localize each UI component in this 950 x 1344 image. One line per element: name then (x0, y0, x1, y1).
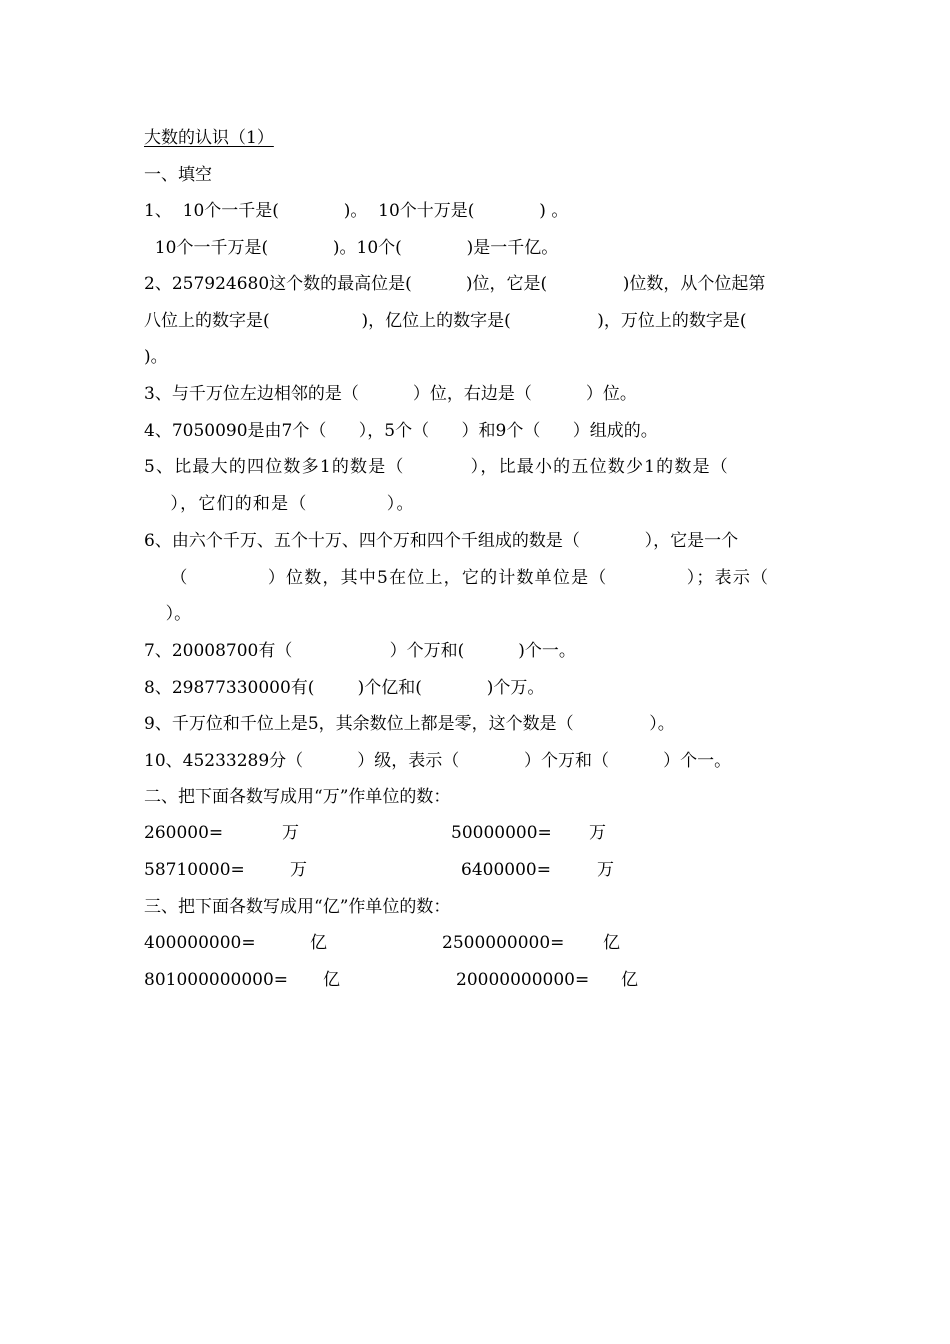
conversion-unit: 亿 (621, 970, 638, 990)
conversion-unit: 万 (290, 860, 307, 880)
question-4: 4、7050090是由7个（ ），5个（ ）和9个（ ）组成的。 (144, 421, 658, 441)
question-6c: ）。 (144, 604, 192, 624)
question-3: 3、与千万位左边相邻的是（ ）位，右边是（ ）位。 (144, 384, 637, 404)
conversion-unit: 万 (597, 860, 614, 880)
question-2a: 2、257924680这个数的最高位是( )位，它是( )位数，从个位起第 (144, 274, 766, 294)
question-2c: )。 (144, 347, 168, 367)
question-6a: 6、由六个千万、五个十万、四个万和四个千组成的数是（ ），它是一个 (144, 531, 739, 551)
conversion-number: 2500000000= (442, 933, 565, 953)
conversion-number: 400000000= (144, 933, 256, 953)
conversion-number: 801000000000= (144, 970, 289, 990)
conversion-number: 6400000= (461, 860, 551, 880)
conversion-number: 260000= (144, 823, 224, 843)
section-3-heading: 三、把下面各数写成用“亿”作单位的数： (144, 897, 451, 917)
question-6b: （ ）位数，其中5在位上，它的计数单位是（ ）；表示（ (144, 568, 770, 588)
conversion-number: 50000000= (451, 823, 552, 843)
question-2b: 八位上的数字是( )，亿位上的数字是( )，万位上的数字是( (144, 311, 747, 331)
conversion-unit: 亿 (323, 970, 340, 990)
conversion-number: 58710000= (144, 860, 245, 880)
question-5a: 5、比最大的四位数多1的数是（ ），比最小的五位数少1的数是（ (144, 457, 729, 477)
section-1-heading: 一、填空 (144, 165, 212, 185)
page-title: 大数的认识（1） (144, 128, 274, 148)
section-2-heading: 二、把下面各数写成用“万”作单位的数： (144, 787, 451, 807)
conversion-unit: 万 (589, 823, 606, 843)
conversion-unit: 亿 (603, 933, 620, 953)
question-9: 9、千万位和千位上是5，其余数位上都是零，这个数是（ ）。 (144, 714, 675, 734)
question-7: 7、20008700有（ ）个万和( )个一。 (144, 641, 576, 661)
conversion-unit: 亿 (310, 933, 327, 953)
conversion-unit: 万 (282, 823, 299, 843)
question-10: 10、45233289分（ ）级，表示（ ）个万和（ ）个一。 (144, 751, 732, 771)
conversion-number: 20000000000= (456, 970, 590, 990)
question-5b: ），它们的和是（ ）。 (144, 494, 415, 514)
question-1a: 1、 10个一千是( )。 10个十万是( ) 。 (144, 201, 569, 221)
question-8: 8、29877330000有( )个亿和( )个万。 (144, 678, 545, 698)
question-1b: 10个一千万是( )。10个( )是一千亿。 (144, 238, 559, 258)
